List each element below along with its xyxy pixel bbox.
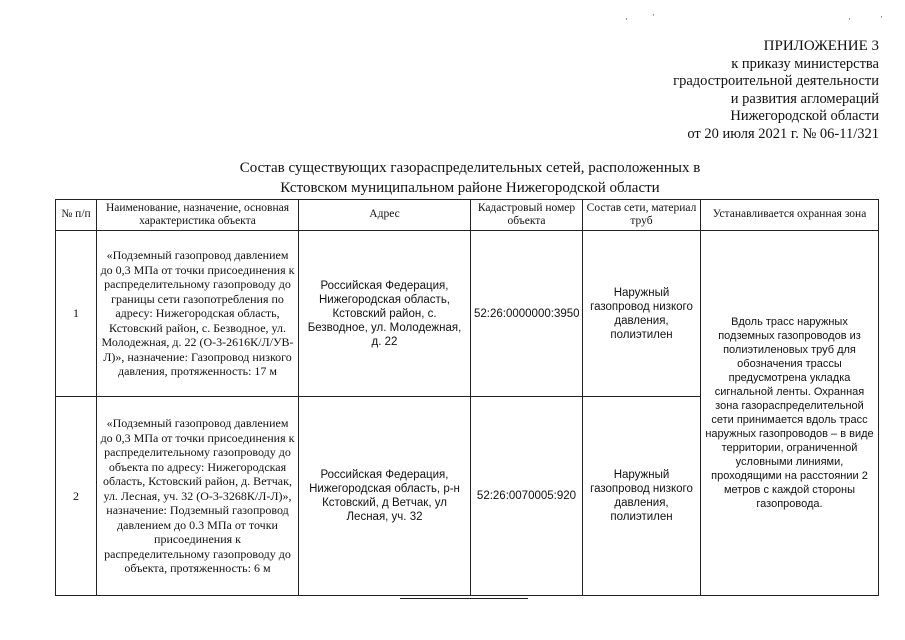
- document-title-line-2: Кстовском муниципальном районе Нижегородской области: [280, 180, 660, 196]
- header-material: Состав сети, материал труб: [583, 200, 701, 231]
- appendix-line-region: Нижегородской области: [730, 108, 879, 124]
- document-title-line-1: Состав существующих газораспределительных сетей, расположенных в: [239, 160, 701, 176]
- appendix-title: ПРИЛОЖЕНИЕ 3: [763, 38, 879, 54]
- scan-speck: ·: [880, 12, 883, 22]
- appendix-line-date: от 20 июля 2021 г. № 06-11/321: [687, 125, 879, 142]
- row-num: 1: [56, 231, 97, 397]
- header-num: № п/п: [56, 200, 97, 231]
- scan-speck: ·: [652, 10, 655, 20]
- appendix-header: [579, 38, 879, 143]
- header-name: Наименование, назначение, основная характеристика объекта: [97, 200, 299, 231]
- row-address: Российская Федерация, Нижегородская область, Кстовский район, с. Безводное, ул. Молодежная, д. 22: [299, 231, 471, 397]
- appendix-line-ministry: градостроительной деятельности: [673, 73, 879, 89]
- appendix-line-agglomeration: и развития агломераций: [730, 90, 879, 107]
- scan-speck: ·: [625, 14, 628, 24]
- gas-network-table: [55, 199, 879, 596]
- scan-speck: ·: [848, 14, 851, 24]
- row-num: 2: [56, 397, 97, 596]
- end-separator-line: [400, 598, 528, 599]
- table-row: [56, 231, 879, 397]
- row-name: «Подземный газопровод давлением до 0,3 МПа от точки присоединения к распределительному газопроводу до объекта по адресу: Нижегородская область, Кстовский район, д. Ветчак, ул. Лесная, уч. 32 (О-3-3268К/Л-Л)», назначение: Подземный газопровод давлением до 0.3 МПа от точки присоединения к распределительному газопроводу до объекта, протяженность: 6 м: [97, 397, 299, 596]
- header-address: Адрес: [299, 200, 471, 231]
- table-header-row: [56, 200, 879, 231]
- row-material: Наружный газопровод низкого давления, полиэтилен: [583, 397, 701, 596]
- row-cadastral: 52:26:0070005:920: [471, 397, 583, 596]
- header-cadastral: Кадастровый номер объекта: [471, 200, 583, 231]
- document-title: [150, 158, 790, 198]
- row-material: Наружный газопровод низкого давления, полиэтилен: [583, 231, 701, 397]
- row-name: «Подземный газопровод давлением до 0,3 МПа от точки присоединения к распределительному газопроводу до границы сети газопотребления по адресу: Нижегородская область, Кстовский район, с. Безводное, ул. Молодежная, д. 22 (О-3-2616К/Л/УВ-Л)», назначение: Газопровод низкого давления, протяженность: 17 м: [97, 231, 299, 397]
- header-zone: Устанавливается охранная зона: [701, 200, 879, 231]
- row-address: Российская Федерация, Нижегородская область, р-н Кстовский, д Ветчак, ул Лесная, уч. 32: [299, 397, 471, 596]
- appendix-line-order: к приказу министерства: [731, 55, 879, 72]
- security-zone-cell: Вдоль трасс наружных подземных газопроводов из полиэтиленовых труб для обозначения трассы предусмотрена укладка сигнальной ленты. Охранная зона газораспределительной сети принимается вдоль трасс наружных газопроводов – в виде территории, ограниченной условными линиями, проходящими на расстоянии 2 метров с каждой стороны газопровода.: [701, 231, 879, 596]
- row-cadastral: 52:26:0000000:3950: [471, 231, 583, 397]
